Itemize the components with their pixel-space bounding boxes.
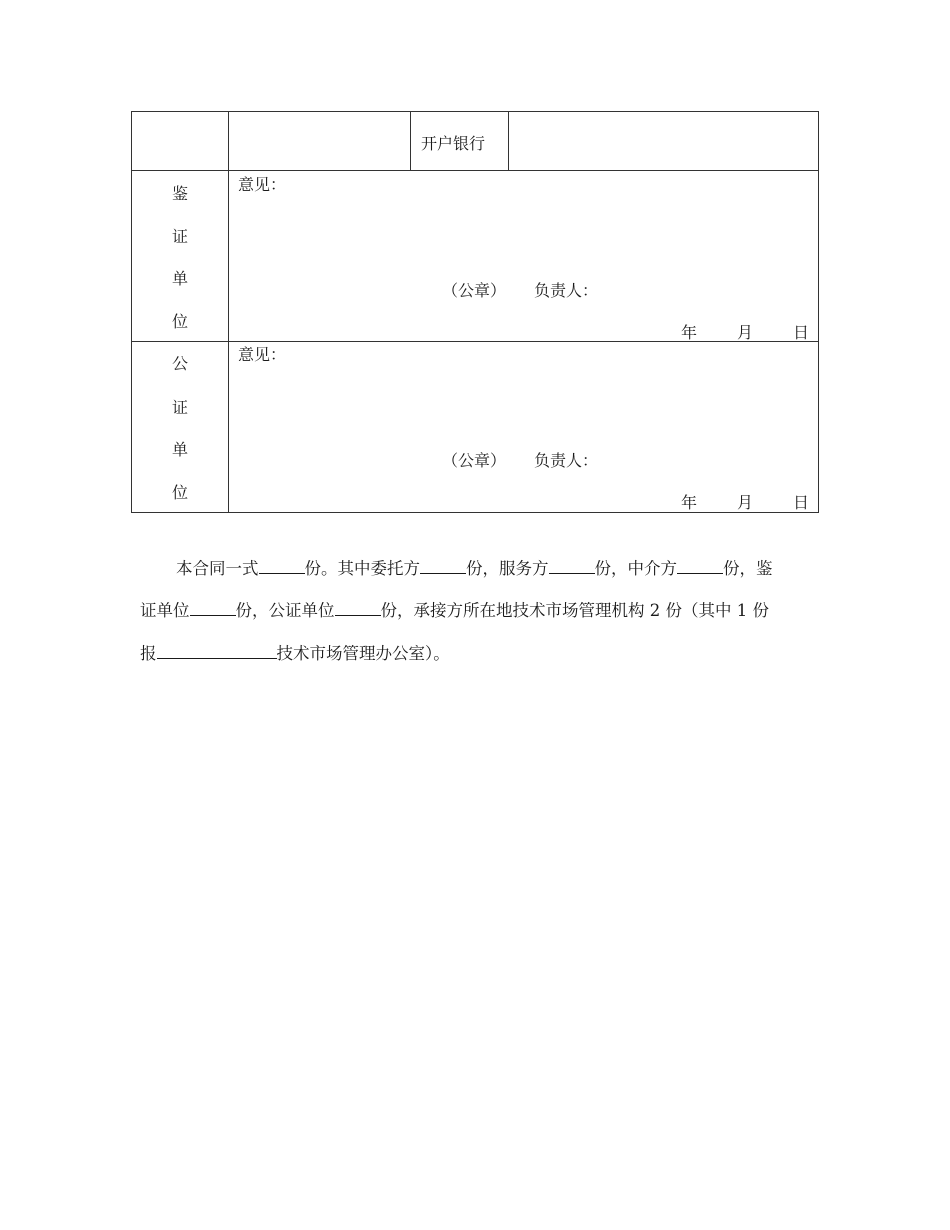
verification-date-month: 月: [737, 323, 754, 342]
verification-seal-label: （公章）: [442, 281, 507, 300]
copies-paragraph-line-1: [176, 558, 826, 579]
copies-text: 份，鉴: [723, 559, 773, 578]
verification-unit-char: 证: [171, 227, 188, 246]
verification-unit-char: 鉴: [171, 184, 188, 203]
contract-form-table: [131, 111, 819, 513]
intermediary-copies-blank[interactable]: [677, 558, 723, 574]
copies-text: 份，公证单位: [235, 601, 335, 620]
office-name-blank[interactable]: [157, 643, 277, 659]
notary-unit-char: 公: [171, 354, 188, 373]
copies-total-blank[interactable]: [259, 558, 305, 574]
row-divider: [132, 170, 818, 171]
bank-label: 开户银行: [421, 134, 486, 153]
column-divider: [508, 112, 509, 170]
notary-unit-char: 位: [171, 483, 188, 502]
copies-text: 技术市场管理办公室）。: [276, 644, 450, 663]
row-divider: [132, 341, 818, 342]
copies-paragraph-line-2: [140, 600, 820, 621]
verification-copies-blank[interactable]: [190, 600, 236, 616]
notary-opinion-label: 意见：: [238, 345, 287, 364]
column-divider: [228, 112, 229, 512]
notary-date-year: 年: [681, 493, 698, 512]
notary-unit-char: 证: [171, 398, 188, 417]
verification-date-year: 年: [681, 323, 698, 342]
verification-responsible-label: 负责人：: [534, 281, 599, 300]
copies-text: 份，中介方: [594, 559, 677, 578]
service-copies-blank[interactable]: [549, 558, 595, 574]
client-copies-blank[interactable]: [420, 558, 466, 574]
copies-text: 本合同一式: [176, 559, 259, 578]
copies-text: 报: [140, 644, 157, 663]
copies-text: 份，服务方: [466, 559, 549, 578]
notary-date-day: 日: [793, 493, 810, 512]
verification-date-day: 日: [793, 323, 810, 342]
notary-unit-char: 单: [171, 440, 188, 459]
copies-text: 份，承接方所在地技术市场管理机构 2 份（其中 1 份: [380, 601, 769, 620]
notary-date-month: 月: [737, 493, 754, 512]
notary-copies-blank[interactable]: [335, 600, 381, 616]
notary-seal-label: （公章）: [442, 451, 507, 470]
verification-unit-char: 位: [171, 312, 188, 331]
verification-unit-char: 单: [171, 269, 188, 288]
copies-text: 份。其中委托方: [304, 559, 420, 578]
notary-responsible-label: 负责人：: [534, 451, 599, 470]
column-divider: [410, 112, 411, 170]
copies-paragraph-line-3: [140, 643, 820, 664]
verification-opinion-label: 意见：: [238, 175, 287, 194]
copies-text: 证单位: [140, 601, 190, 620]
